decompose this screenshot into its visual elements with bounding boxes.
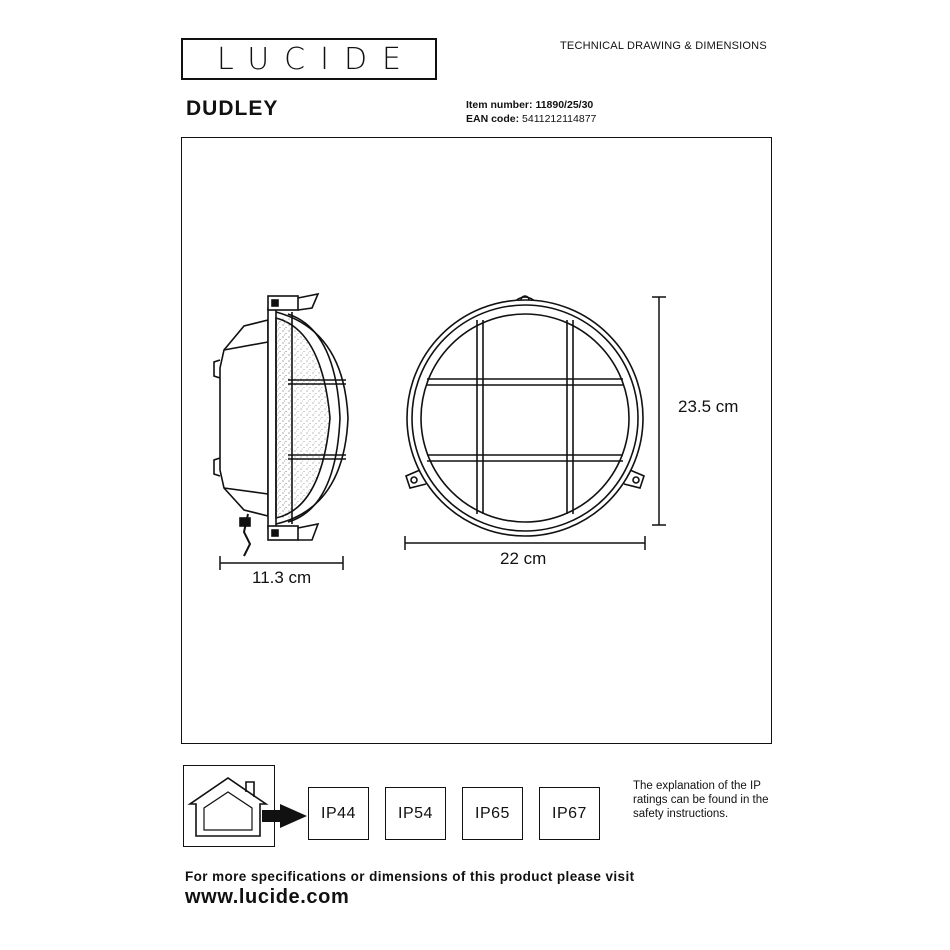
height-dimension-label: 23.5 cm [678, 397, 739, 416]
ean-label: EAN code: [466, 113, 520, 125]
depth-dimension-label: 11.3 cm [252, 568, 312, 587]
ip-explanation-note: The explanation of the IP ratings can be found in the safety instructions. [633, 780, 769, 820]
ip-rating-ip67: IP67 [539, 787, 600, 840]
front-view [406, 296, 644, 536]
side-view [214, 294, 348, 556]
item-number-value: 11890/25/30 [535, 99, 594, 111]
indoor-outdoor-box [183, 765, 275, 847]
width-dimension-line [405, 536, 645, 550]
house-icon [184, 766, 274, 846]
height-dimension-line [652, 297, 666, 525]
document-type: TECHNICAL DRAWING & DIMENSIONS [560, 40, 767, 52]
footer-text: For more specifications or dimensions of this product please visit [185, 869, 635, 884]
brand-logo-text: LUCIDE [216, 41, 417, 77]
item-number-label: Item number: [466, 99, 533, 111]
ean-value: 5411212114877 [522, 113, 597, 125]
ip-rating-ip54: IP54 [385, 787, 446, 840]
product-name: DUDLEY [186, 97, 279, 120]
width-dimension-label: 22 cm [500, 549, 547, 568]
ip-rating-ip44: IP44 [308, 787, 369, 840]
footer-url-link[interactable]: www.lucide.com [185, 886, 350, 908]
ip-rating-ip65: IP65 [462, 787, 523, 840]
